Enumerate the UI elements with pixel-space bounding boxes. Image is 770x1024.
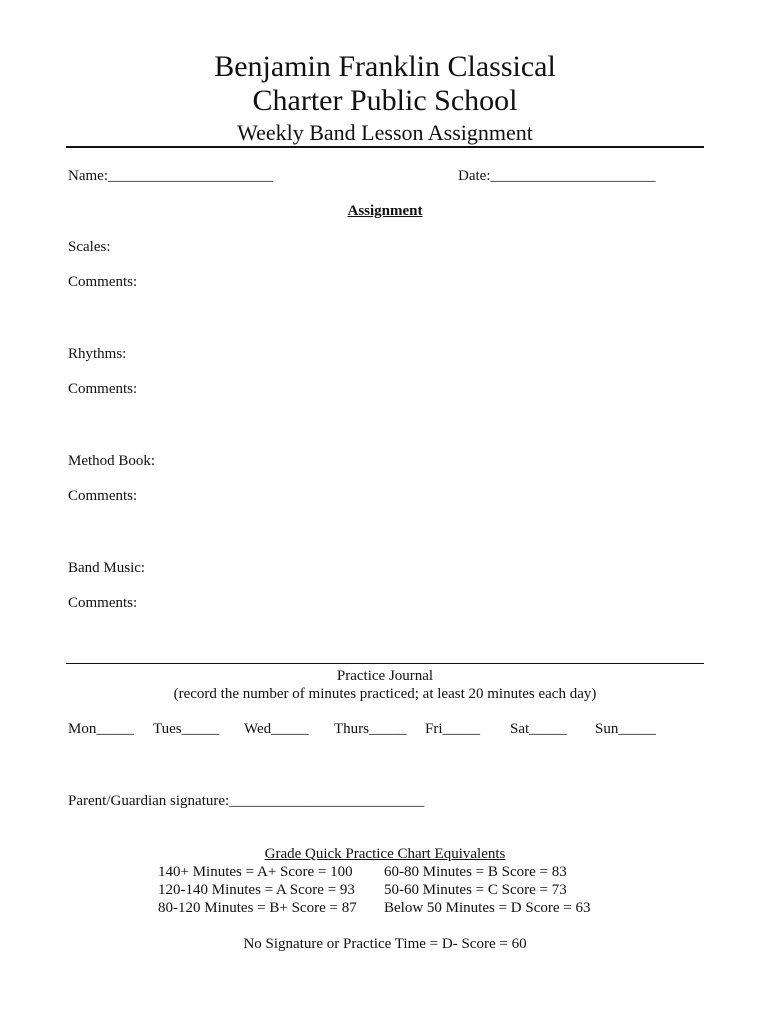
school-name-line1: Benjamin Franklin Classical <box>214 50 556 83</box>
form-title: Weekly Band Lesson Assignment <box>237 120 533 145</box>
day-tues-field[interactable]: Tues_____ <box>153 721 220 737</box>
date-field[interactable]: Date:______________________ <box>458 168 656 184</box>
grade-chart-title: Grade Quick Practice Chart Equivalents <box>264 846 506 862</box>
practice-journal-title: Practice Journal <box>336 668 434 684</box>
grade-chart-footer: No Signature or Practice Time = D- Score = 60 <box>243 936 527 952</box>
grade-row-left-2: 120-140 Minutes = A Score = 93 <box>158 882 355 898</box>
rhythms-comments-label: Comments: <box>68 381 138 397</box>
grade-row-left-1: 140+ Minutes = A+ Score = 100 <box>158 864 353 880</box>
grade-row-right-1: 60-80 Minutes = B Score = 83 <box>384 864 567 880</box>
day-sun-field[interactable]: Sun_____ <box>595 721 656 737</box>
header-divider <box>66 146 704 148</box>
name-field[interactable]: Name:______________________ <box>68 168 273 184</box>
method-book-label: Method Book: <box>68 453 156 469</box>
school-name-line2: Charter Public School <box>252 84 518 117</box>
day-fri-field[interactable]: Fri_____ <box>425 721 481 737</box>
parent-signature-field[interactable]: Parent/Guardian signature:__________________________ <box>68 793 425 809</box>
day-wed-field[interactable]: Wed_____ <box>244 721 309 737</box>
grade-row-right-2: 50-60 Minutes = C Score = 73 <box>384 882 567 898</box>
assignment-heading: Assignment <box>347 203 423 219</box>
grade-row-left-3: 80-120 Minutes = B+ Score = 87 <box>158 900 357 916</box>
journal-divider <box>66 663 704 664</box>
day-mon-field[interactable]: Mon_____ <box>68 721 134 737</box>
method-book-comments-label: Comments: <box>68 488 138 504</box>
day-thurs-field[interactable]: Thurs_____ <box>334 721 407 737</box>
band-music-label: Band Music: <box>68 560 146 576</box>
rhythms-label: Rhythms: <box>68 346 127 362</box>
day-sat-field[interactable]: Sat_____ <box>510 721 567 737</box>
band-music-comments-label: Comments: <box>68 595 138 611</box>
scales-comments-label: Comments: <box>68 274 138 290</box>
grade-row-right-3: Below 50 Minutes = D Score = 63 <box>384 900 591 916</box>
scales-label: Scales: <box>68 239 111 255</box>
practice-journal-instructions: (record the number of minutes practiced; at least 20 minutes each day) <box>173 686 597 702</box>
